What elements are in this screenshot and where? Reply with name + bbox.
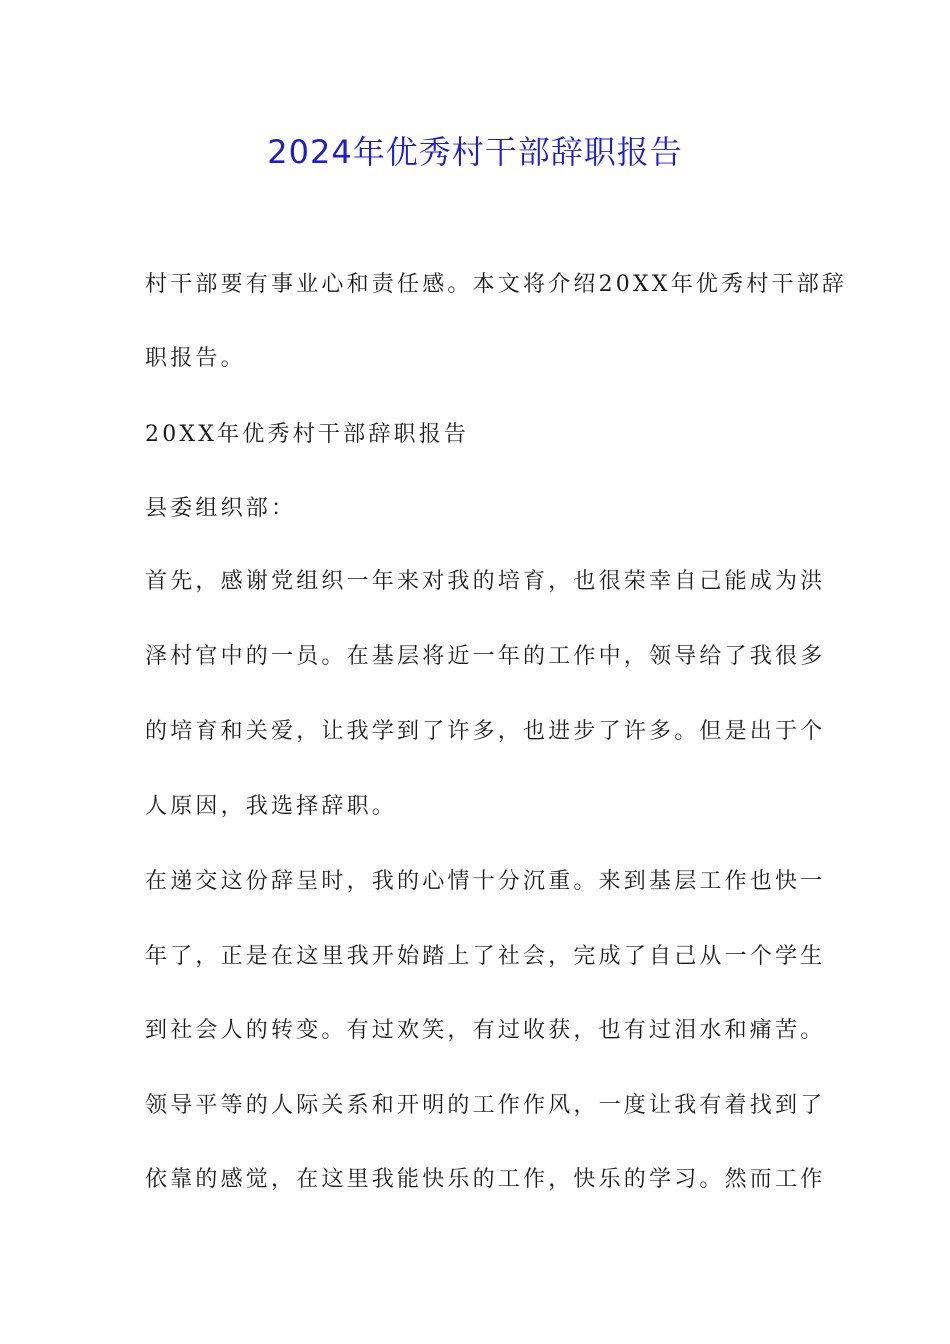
paragraph-line: 人原因，我选择辞职。: [145, 794, 398, 819]
section-heading: 20XX年优秀村干部辞职报告: [145, 422, 470, 447]
paragraph-line: 职报告。: [145, 346, 246, 371]
paragraph-line: 依靠的感觉，在这里我能快乐的工作，快乐的学习。然而工作: [145, 1167, 826, 1192]
paragraph-line: 领导平等的人际关系和开明的工作作风，一度让我有着找到了: [145, 1093, 826, 1118]
paragraph-line: 到社会人的转变。有过欢笑，有过收获，也有过泪水和痛苦。: [145, 1018, 826, 1043]
salutation: 县委组织部：: [145, 496, 297, 521]
document-title: 2024年优秀村干部辞职报告: [267, 133, 683, 171]
paragraph-line: 的培育和关爱，让我学到了许多，也进步了许多。但是出于个: [145, 719, 826, 744]
paragraph-line: 在递交这份辞呈时，我的心情十分沉重。来到基层工作也快一: [145, 869, 826, 894]
paragraph-line: 泽村官中的一员。在基层将近一年的工作中，领导给了我很多: [145, 644, 826, 669]
paragraph-line: 村干部要有事业心和责任感。本文将介绍20XX年优秀村干部辞: [145, 272, 848, 297]
paragraph-line: 首先，感谢党组织一年来对我的培育，也很荣幸自己能成为洪: [145, 569, 826, 594]
paragraph-line: 年了，正是在这里我开始踏上了社会，完成了自己从一个学生: [145, 944, 826, 969]
